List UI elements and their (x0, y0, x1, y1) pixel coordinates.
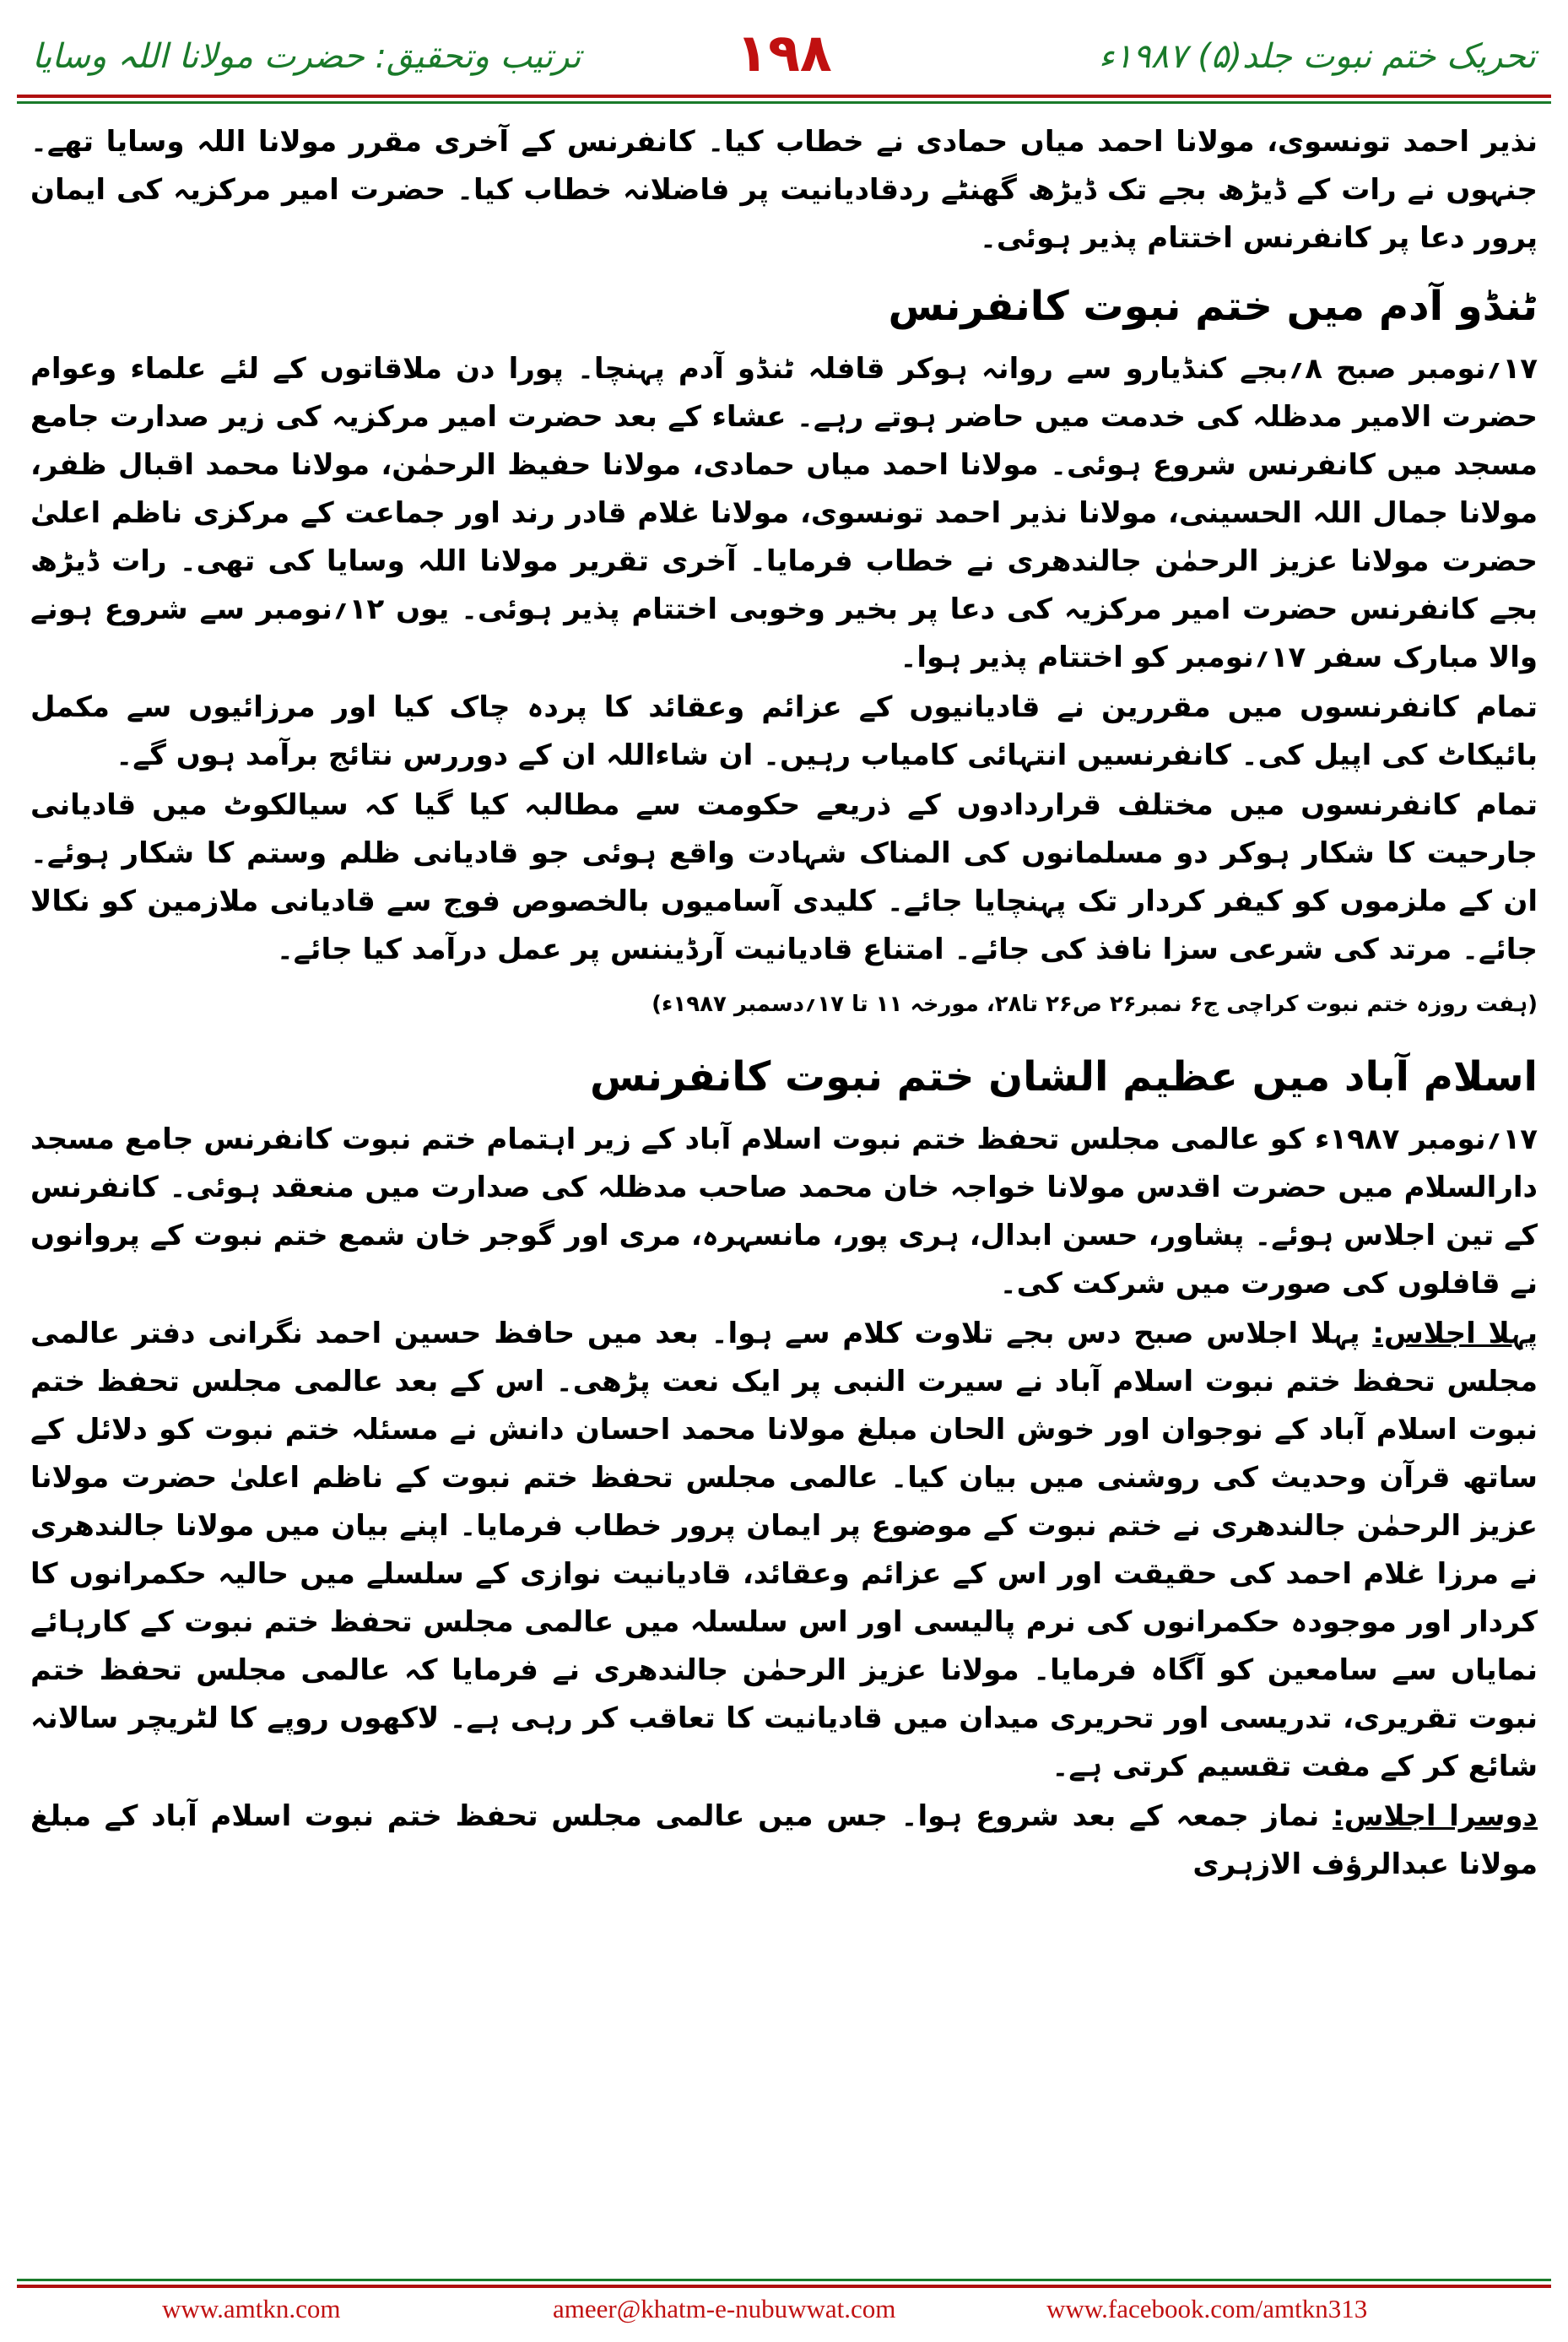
header-book-title: تحریک ختم نبوت جلد(۵) ۱۹۸۷ء (1098, 37, 1536, 76)
session-paragraph (30, 1793, 1538, 1889)
body-paragraph: ۱۷؍نومبر ۱۹۸۷ء کو عالمی مجلس تحفظ ختم نبوت اسلام آباد کے زیر اہتمام ختم نبوت کانفرنس جامع مسجد دارالسلام میں حضرت اقدس مولانا خواجہ خان محمد صاحب مدظلہ کی صدارت میں منعقد ہوئی۔ کانفرنس کے تین اجلاس ہوئے۔ پشاور، حسن ابدال، ہری پور، مانسہرہ، مری اور گوجر خان شمع ختم نبوت کے پروانوں نے قافلوں کی صورت میں شرکت کی۔ (30, 1122, 1538, 1301)
body-paragraph: تمام کانفرنسوں میں مختلف قراردادوں کے ذریعے حکومت سے مطالبہ کیا گیا کہ سیالکوٹ میں قادیانی جارحیت کا شکار ہوکر دو مسلمانوں کی المناک شہادت واقع ہوئی جو قادیانی ظلم وستم کا شکار ہوئے۔ ان کے ملزموں کو کیفر کردار تک پہنچایا جائے۔ کلیدی آسامیوں بالخصوص فوج سے قادیانی ملازمین کو نکالا جائے۔ مرتد کی شرعی سزا نافذ کی جائے۔ امتناع قادیانیت آرڈیننس پر عمل درآمد کیا جائے۔ (30, 788, 1538, 966)
header-editor-credit: ترتیب وتحقیق: حضرت مولانا اللہ وسایا (32, 37, 581, 76)
header-divider-red (17, 95, 1551, 98)
source-reference: (ہفت روزہ ختم نبوت کراچی ج۶ نمبر۲۶ ص۲۶ تا۲۸، مورخہ ۱۱ تا ۱۷؍دسمبر ۱۹۸۷ء) (652, 992, 1538, 1017)
session-text: نماز جمعہ کے بعد شروع ہوا۔ جس میں عالمی مجلس تحفظ ختم نبوت اسلام آباد کے مبلغ مولانا عبدالرؤف الازہری (30, 1799, 1538, 1881)
body-paragraph: تمام کانفرنسوں میں مقررین نے قادیانیوں کے عزائم وعقائد کا پردہ چاک کیا اور مرزائیوں سے مکمل بائیکاٹ کی اپیل کی۔ کانفرنسیں انتہائی کامیاب رہیں۔ ان شاءاللہ ان کے دوررس نتائج برآمد ہوں گے۔ (30, 690, 1538, 772)
footer-email-link[interactable]: ameer@khatm-e-nubuwwat.com (553, 2294, 896, 2323)
page-number: ۱۹۸ (736, 22, 832, 84)
session-paragraph (30, 1310, 1538, 1791)
page-header (0, 0, 1568, 100)
section-heading-islamabad: اسلام آباد میں عظیم الشان ختم نبوت کانفرنس (589, 1053, 1538, 1101)
footer-facebook-link[interactable]: www.facebook.com/amtkn313 (1046, 2294, 1368, 2323)
page-body (30, 118, 1538, 1890)
body-paragraph: ۱۷؍نومبر صبح ۸؍بجے کنڈیارو سے روانہ ہوکر قافلہ ٹنڈو آدم پہنچا۔ پورا دن ملاقاتوں کے لئے علماء وعوام حضرت الامیر مدظلہ کی خدمت میں حاضر ہوتے رہے۔ عشاء کے بعد حضرت امیر مرکزیہ کی زیر صدارت جامع مسجد میں کانفرنس شروع ہوئی۔ مولانا احمد میاں حمادی، مولانا حفیظ الرحمٰن، مولانا محمد اقبال ظفر، مولانا جمال اللہ الحسینی، مولانا نذیر احمد تونسوی، مولانا غلام قادر رند اور جماعت کے مرکزی ناظم اعلیٰ حضرت مولانا عزیز الرحمٰن جالندھری نے خطاب فرمایا۔ آخری تقریر مولانا اللہ وسایا کی تھی۔ رات ڈیڑھ بجے کانفرنس حضرت امیر مرکزیہ کی دعا پر بخیر وخوبی اختتام پذیر ہوئی۔ یوں ۱۲؍نومبر سے شروع ہونے والا مبارک سفر ۱۷؍نومبر کو اختتام پذیر ہوا۔ (30, 352, 1538, 674)
session-label-second: دوسرا اجلاس: (1333, 1799, 1538, 1833)
session-text: پہلا اجلاس صبح دس بجے تلاوت کلام سے ہوا۔ بعد میں حافظ حسین احمد نگرانی دفتر عالمی مجلس تحفظ ختم نبوت اسلام آباد نے سیرت النبی پر ایک نعت پڑھی۔ اس کے بعد عالمی مجلس تحفظ ختم نبوت اسلام آباد کے نوجوان اور خوش الحان مبلغ مولانا محمد احسان دانش نے مسئلہ ختم نبوت کو دلائل کے ساتھ قرآن وحدیث کی روشنی میں بیان کیا۔ عالمی مجلس تحفظ ختم نبوت کے ناظم اعلیٰ حضرت مولانا عزیز الرحمٰن جالندھری نے ختم نبوت کے موضوع پر ایمان پرور خطاب فرمایا۔ اپنے بیان میں مولانا جالندھری نے مرزا غلام احمد کی حقیقت اور اس کے عزائم وعقائد، قادیانیت نوازی کے سلسلے میں حالیہ حکمرانوں کا کردار اور موجودہ حکمرانوں کی نرم پالیسی اور اس سلسلہ میں عالمی مجلس تحفظ ختم نبوت کے کارہائے نمایاں سے سامعین کو آگاہ فرمایا۔ مولانا عزیز الرحمٰن جالندھری نے فرمایا کہ عالمی مجلس تحفظ ختم نبوت تقریری، تدریسی اور تحریری میدان میں قادیانیت کا تعاقب کر رہی ہے۔ لاکھوں روپے کا لٹریچر سالانہ شائع کر کے مفت تقسیم کرتی ہے۔ (30, 1317, 1538, 1783)
section-heading-tando-adam: ٹنڈو آدم میں ختم نبوت کانفرنس (888, 283, 1538, 330)
footer-website-link[interactable]: www.amtkn.com (162, 2294, 341, 2323)
session-label-first: پہلا اجلاس: (1372, 1317, 1538, 1350)
intro-paragraph: نذیر احمد تونسوی، مولانا احمد میاں حمادی نے خطاب کیا۔ کانفرنس کے آخری مقرر مولانا اللہ وسایا تھے۔ جنہوں نے رات کے ڈیڑھ بجے تک ڈیڑھ گھنٹے ردقادیانیت پر فاضلانہ خطاب کیا۔ حضرت امیر مرکزیہ کی ایمان پرور دعا پر کانفرنس اختتام پذیر ہوئی۔ (30, 125, 1538, 255)
page-footer (0, 2294, 1568, 2328)
footer-divider-red (17, 2285, 1551, 2288)
header-divider-green (17, 101, 1551, 104)
footer-divider-green (17, 2279, 1551, 2281)
